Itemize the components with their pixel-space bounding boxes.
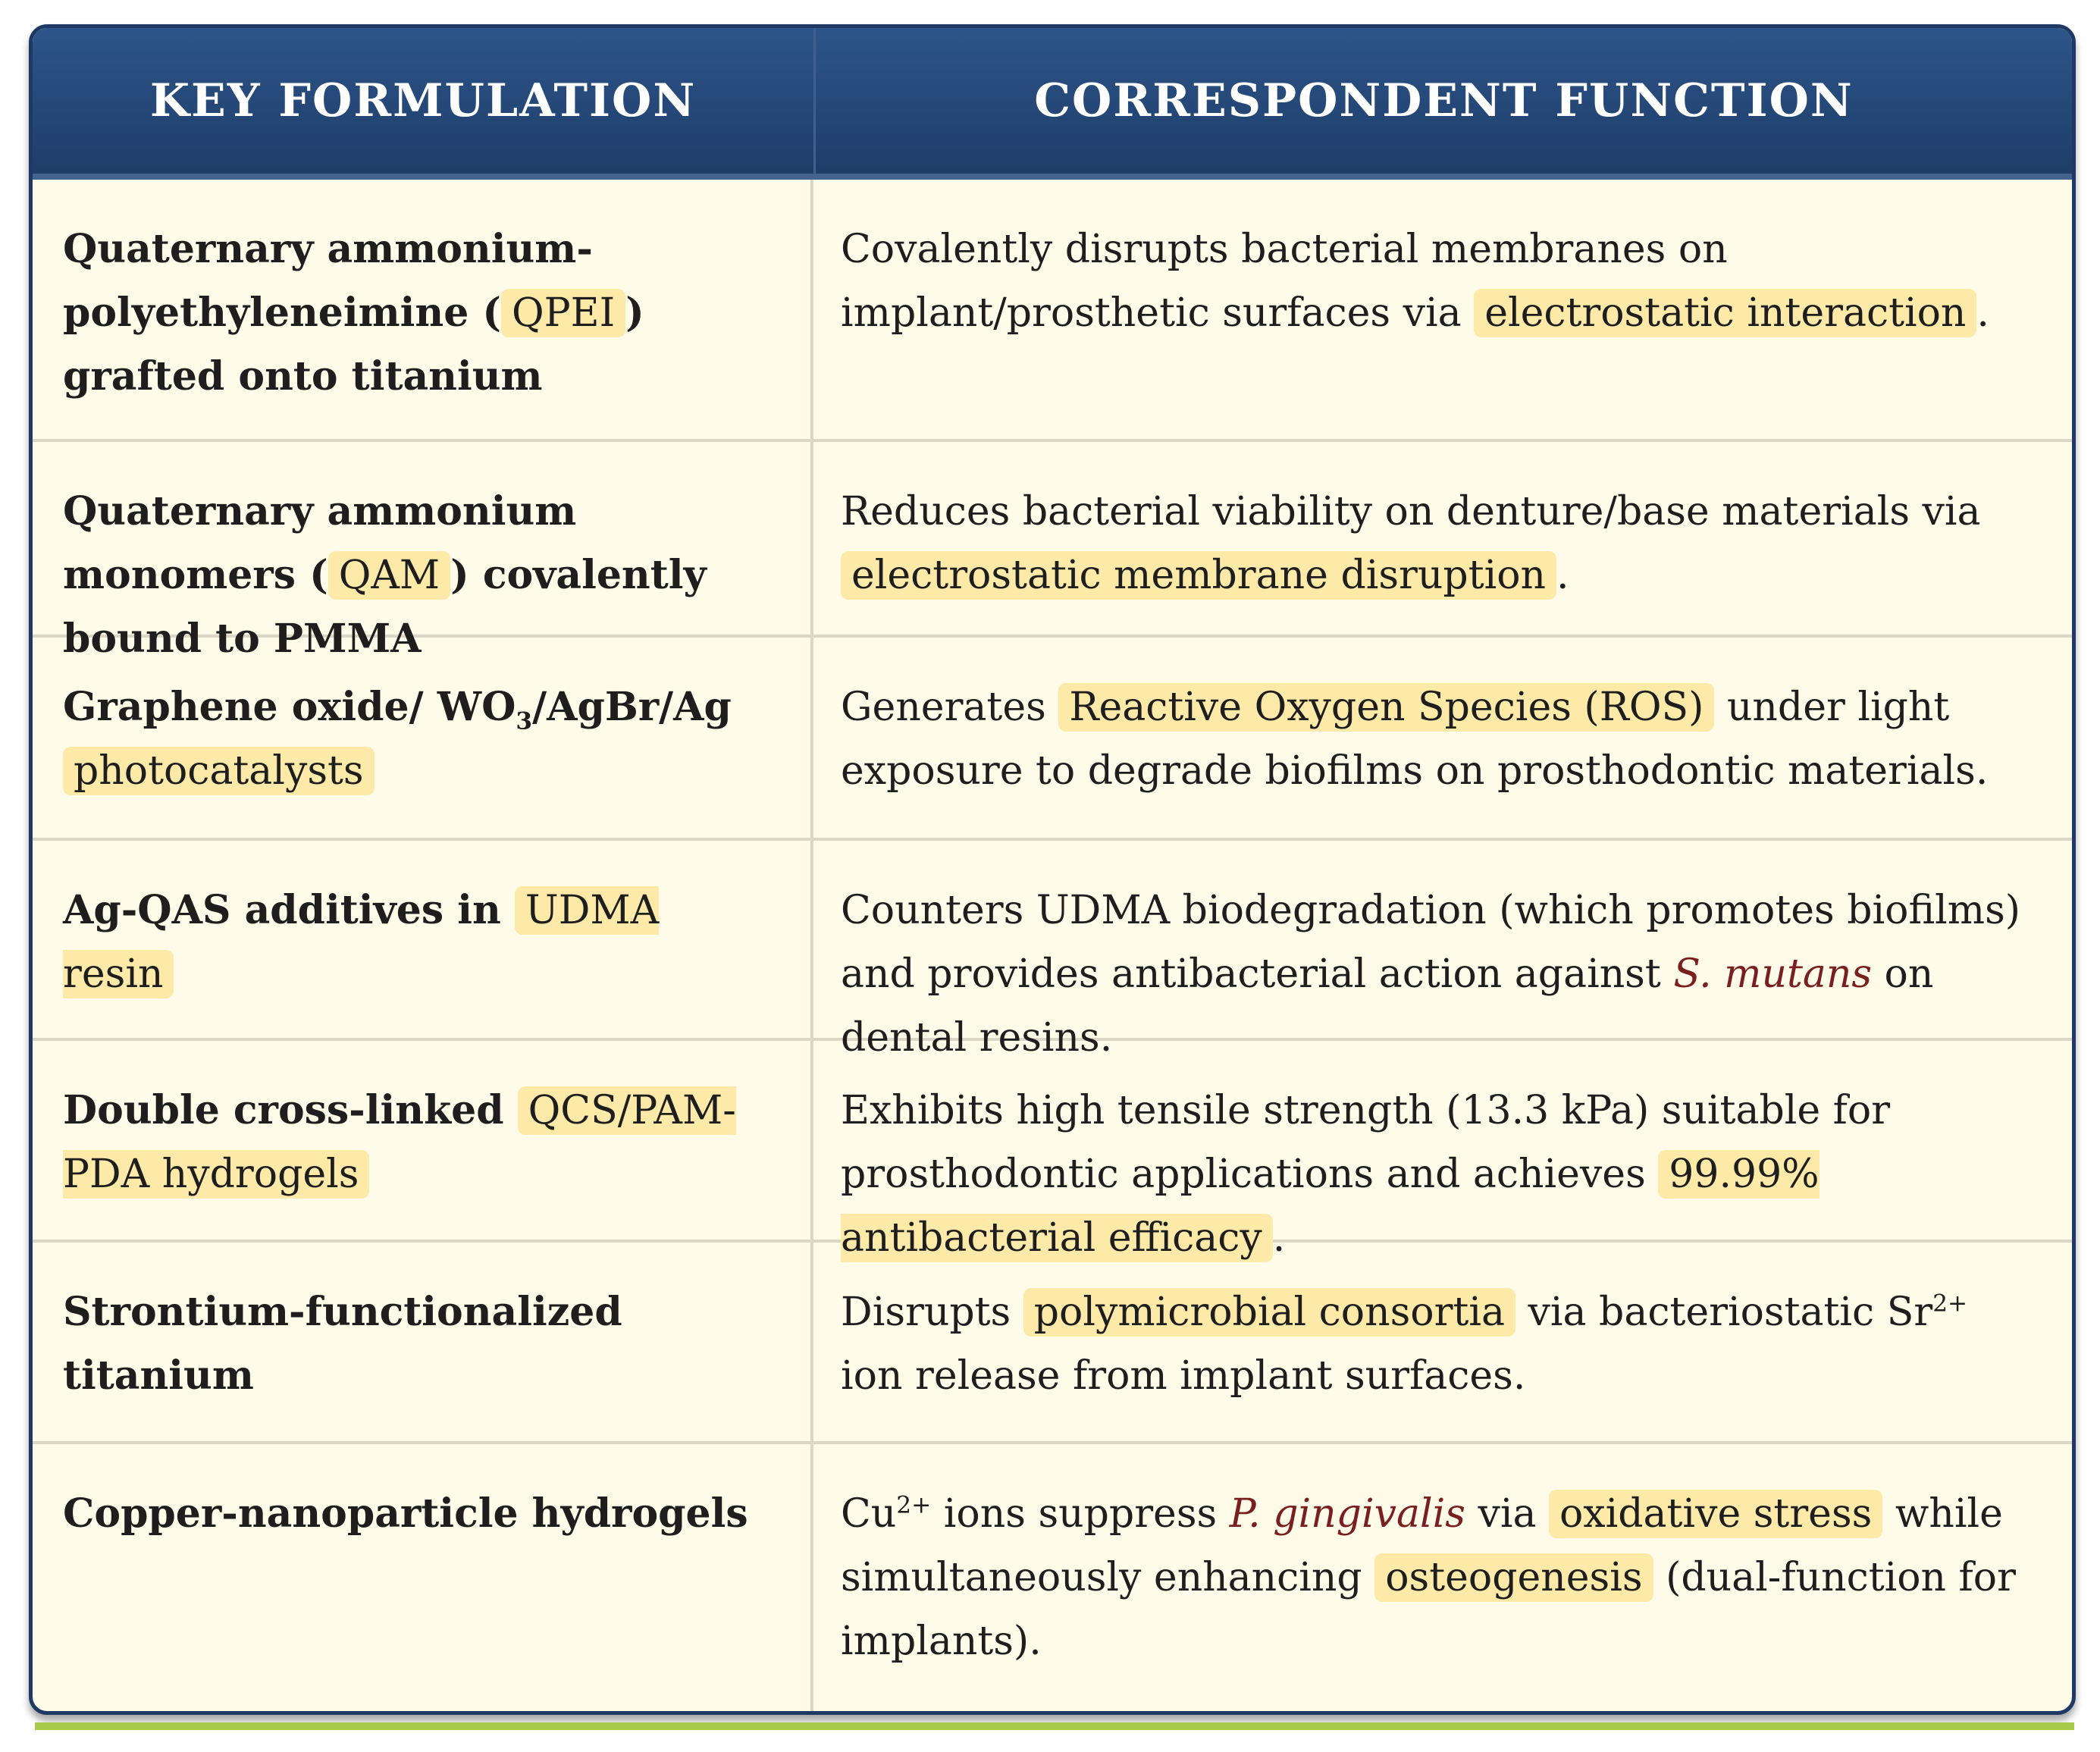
highlight: electrostatic membrane disruption [841,551,1556,600]
text: /AgBr/Ag [532,684,732,730]
highlight: polymicrobial consortia [1023,1288,1515,1337]
highlight: oxidative stress [1549,1490,1882,1538]
text: Exhibits high tensile strength (13.3 kPa) suitable for prosthodontic applications and achieves [841,1088,1891,1197]
text: ion release from implant surfaces. [841,1353,1526,1399]
table-row [33,180,2072,442]
table-row [33,442,2072,662]
highlight: osteogenesis [1374,1553,1653,1602]
text: Disrupts [841,1290,1011,1335]
text: on dental resins. [841,951,1934,1061]
text: ions suppress [943,1491,1218,1537]
text: via [1478,1491,1537,1537]
highlight: QAM [328,551,450,600]
table-header [33,28,2072,180]
superscript: 2+ [1932,1290,1968,1318]
highlight: UDMA resin [63,888,660,997]
formulation-cell [33,442,813,662]
text: via bacteriostatic Sr [1528,1290,1933,1335]
function-cell [813,180,2072,439]
formulation-cell [33,180,813,439]
function-cell [813,1444,2072,1711]
text: Reduces bacterial viability on denture/base materials via [841,489,1981,534]
text: ) grafted onto titanium [63,290,644,400]
subscript: 3 [516,707,533,735]
text: Generates [841,685,1046,730]
text: . [1556,553,1569,598]
text: Quaternary ammonium monomers ( [63,488,577,598]
species-name: S. mutans [1673,951,1873,997]
formulation-cell [33,1444,813,1711]
function-cell [813,638,2072,838]
highlight: Reactive Oxygen Species (ROS) [1058,683,1714,732]
function-cell [813,1041,2072,1261]
formulation-cell [33,1243,813,1441]
formulation-cell [33,638,813,838]
text: . [1976,290,1989,336]
header-key-formulation: KEY FORMULATION [149,74,697,127]
table-row [33,1041,2072,1261]
table-row [33,1444,2072,1711]
bottom-accent-rule [35,1722,2074,1730]
header-correspondent-function: CORRESPONDENT FUNCTION [813,28,2072,174]
text: Cu [841,1491,897,1537]
text: Strontium-functionalized titanium [63,1289,622,1399]
function-cell [813,442,2072,635]
function-cell [813,1243,2072,1441]
table-row [33,1243,2072,1444]
text: under light exposure to degrade biofilms on prosthodontic materials. [841,685,1989,794]
highlight: 99.99% antibacterial efficacy [841,1152,1819,1261]
function-cell [813,841,2072,1061]
highlight: QCS/PAM-PDA hydrogels [63,1088,736,1197]
text: Copper-nanoparticle hydrogels [63,1490,748,1537]
superscript: 2+ [896,1491,932,1519]
table-row [33,841,2072,1061]
formulation-cell [33,841,813,1038]
text: (dual-function for implants). [841,1555,2016,1664]
text: Covalently disrupts bacterial membranes on implant/prosthetic surfaces via [841,227,1728,336]
text: Graphene oxide/ WO [63,684,516,730]
table-row [33,638,2072,841]
highlight: photocatalysts [63,747,375,795]
text: Counters UDMA biodegradation (which promotes biofilms) and provides antibacterial action against [841,888,2021,997]
text: Quaternary ammonium-polyethyleneimine ( [63,226,593,336]
text: . [1272,1215,1286,1261]
formulation-cell [33,1041,813,1240]
species-name: P. gingivalis [1229,1491,1465,1537]
text: Double cross-linked [63,1087,504,1133]
text: ) covalently bound to PMMA [63,552,707,662]
text: Ag-QAS additives in [63,887,501,933]
text: while simultaneously enhancing [841,1491,2003,1600]
highlight: QPEI [501,289,625,337]
formulation-table [29,24,2076,1715]
highlight: electrostatic interaction [1474,289,1976,337]
